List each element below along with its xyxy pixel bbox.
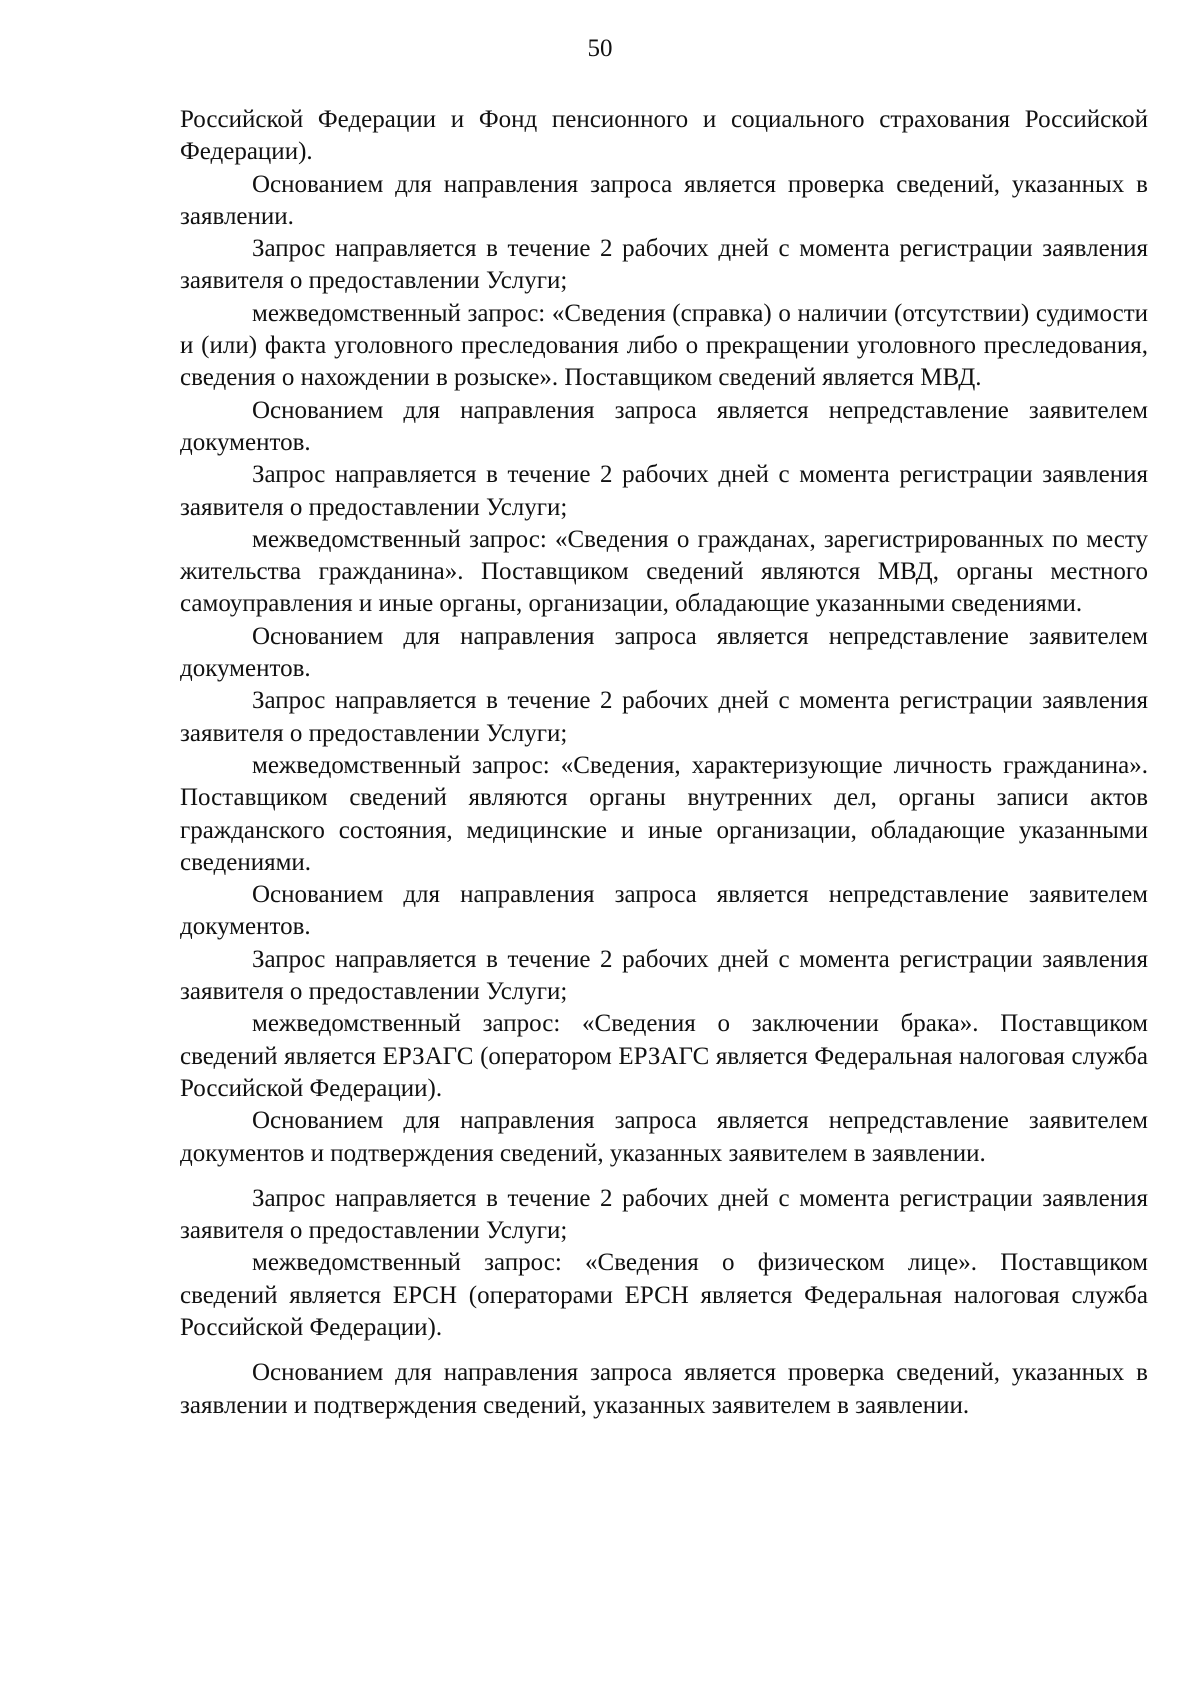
paragraph-15: Запрос направляется в течение 2 рабочих дней с момента регистрации заявления заявителя о предоставлении Услуги; <box>180 1184 1148 1245</box>
paragraph-17: Основанием для направления запроса является проверка сведений, указанных в заявлении и подтверждения сведений, указанных заявителем в заявлении. <box>180 1359 1148 1419</box>
paragraph-13: межведомственный запрос: «Сведения о заключении брака». Поставщиком сведений является ЕРЗАГС (оператором ЕРЗАГС является Федеральная налоговая служба Российской Федерации). <box>180 1010 1148 1102</box>
paragraph-11: Основанием для направления запроса является непредставление заявителем документов. <box>180 881 1148 941</box>
page-number: 50 <box>587 35 613 62</box>
paragraph-14: Основанием для направления запроса является непредставление заявителем документов и подтверждения сведений, указанных заявителем в заявлении. <box>180 1107 1148 1167</box>
paragraph-5: Основанием для направления запроса является непредставление заявителем документов. <box>180 396 1148 456</box>
paragraph-4: межведомственный запрос: «Сведения (справка) о наличии (отсутствии) судимости и (или) факта уголовного преследования либо о прекращении уголовного преследования, сведения о нахождении в розыске». Поставщиком сведений является МВД. <box>180 299 1148 392</box>
paragraph-16: межведомственный запрос: «Сведения о физическом лице». Поставщиком сведений является ЕРСН (операторами ЕРСН является Федеральная налоговая служба Российской Федерации). <box>180 1249 1148 1341</box>
paragraph-2: Основанием для направления запроса является проверка сведений, указанных в заявлении. <box>180 170 1148 230</box>
paragraph-8: Основанием для направления запроса является непредставление заявителем документов. <box>180 622 1148 683</box>
paragraph-10: межведомственный запрос: «Сведения, характеризующие личность гражданина». Поставщиком сведений являются органы внутренних дел, органы записи актов гражданского состояния, медицинские и иные организации, обладающие указанными сведениями. <box>180 751 1148 876</box>
paragraph-9: Запрос направляется в течение 2 рабочих дней с момента регистрации заявления заявителя о предоставлении Услуги; <box>180 687 1148 747</box>
paragraph-6: Запрос направляется в течение 2 рабочих дней с момента регистрации заявления заявителя о предоставлении Услуги; <box>180 461 1148 521</box>
paragraph-7: межведомственный запрос: «Сведения о гражданах, зарегистрированных по месту жительства гражданина». Поставщиком сведений являются МВД, органы местного самоуправления и иные органы, организации, обладающие указанными сведениями. <box>180 525 1148 618</box>
paragraph-3: Запрос направляется в течение 2 рабочих дней с момента регистрации заявления заявителя о предоставлении Услуги; <box>180 235 1148 295</box>
paragraph-12: Запрос направляется в течение 2 рабочих дней с момента регистрации заявления заявителя о предоставлении Услуги; <box>180 945 1148 1006</box>
document-body <box>180 104 1148 1422</box>
paragraph-1: Российской Федерации и Фонд пенсионного и социального страхования Российской Федерации). <box>180 106 1148 166</box>
